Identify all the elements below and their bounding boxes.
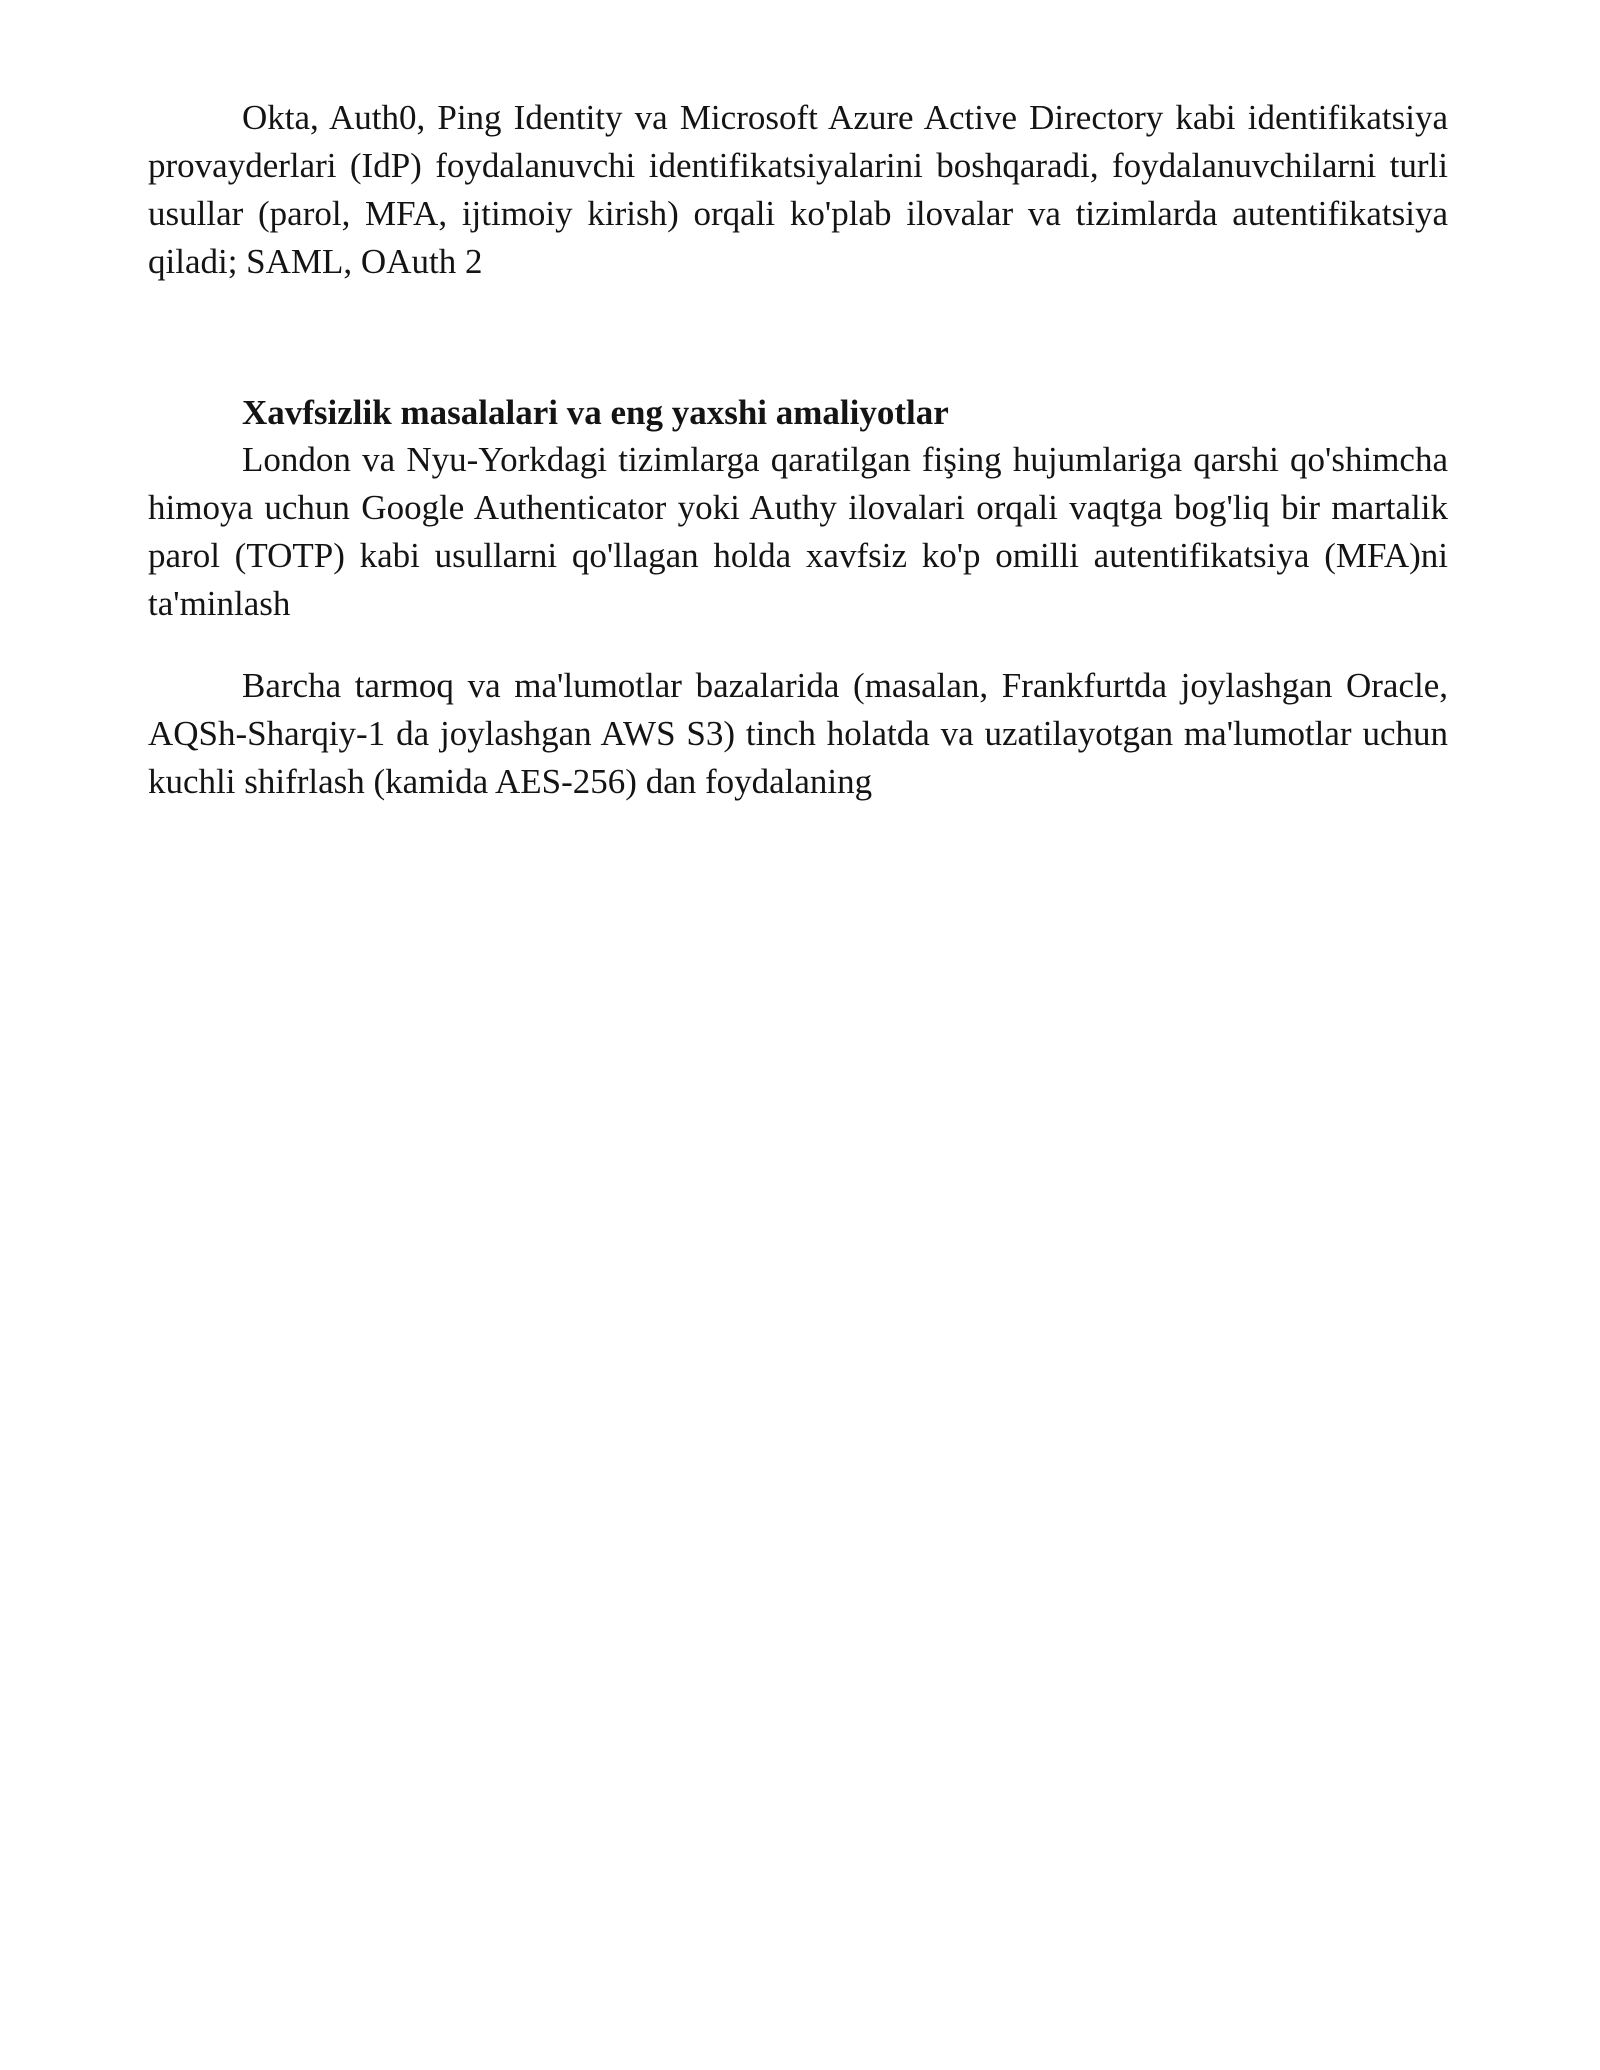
paragraph-encryption: Barcha tarmoq va ma'lumotlar bazalarida (masalan, Frankfurtda joylashgan Oracle, AQSh-Sharqiy-1 da joylashgan AWS S3) tinch holatda va uzatilayotgan ma'lumotlar uchun kuchli shifrlash (kamida AES-256) dan foydalaning xyxy=(148,666,1448,801)
paragraph-mfa: London va Nyu-Yorkdagi tizimlarga qaratilgan fişing hujumlariga qarshi qo'shimcha himoya uchun Google Authenticator yoki Authy ilovalari orqali vaqtga bog'liq bir martalik parol (TOTP) kabi usullarni qo'llagan holda xavfsiz ko'p omilli autentifikatsiya (MFA)ni ta'minlash xyxy=(148,440,1448,623)
paragraph-identity-providers: Okta, Auth0, Ping Identity va Microsoft Azure Active Directory kabi identifikatsiya provayderlari (IdP) foydalanuvchi identifikatsiyalarini boshqaradi, foydalanuvchilarni turli usullar (parol, MFA, ijtimoiy kirish) orqali ko'plab ilovalar va tizimlarda autentifikatsiya qiladi; SAML, OAuth 2 xyxy=(148,98,1448,281)
document-body xyxy=(148,94,1448,806)
section-heading-security: Xavfsizlik masalalari va eng yaxshi amaliyotlar xyxy=(242,393,949,432)
